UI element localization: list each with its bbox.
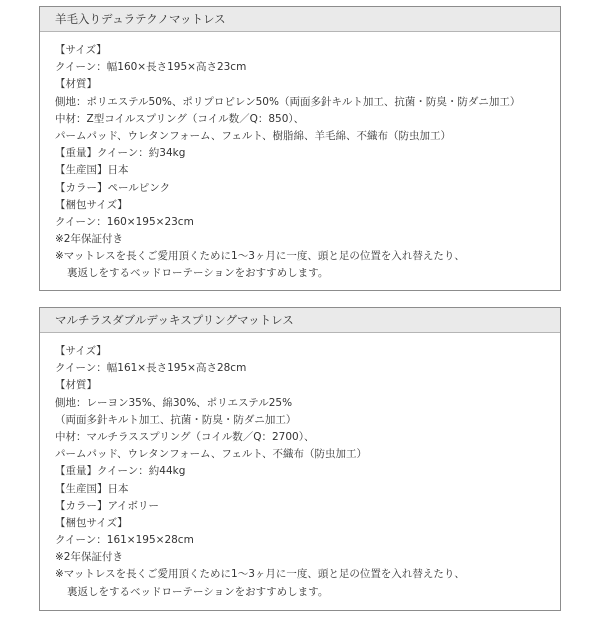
spec-line: ※マットレスを長くご愛用頂くために1～3ヶ月に一度、頭と足の位置を入れ替えたり、 [55, 568, 465, 581]
spec-line: 【梱包サイズ】 [55, 198, 128, 211]
spec-line: 裏返しをするベッドローテーションをおすすめします。 [67, 267, 329, 280]
panel-title: 羊毛入りデュラテクノマットレス [40, 7, 560, 32]
spec-line: 【カラー】ペールピンク [55, 181, 171, 194]
spec-line: 【サイズ】 [55, 44, 107, 56]
spec-line: パームパッド、ウレタンフォーム、フェルト、不織布（防虫加工） [55, 448, 367, 461]
spec-line: クイーン：160×195×23cm [55, 215, 194, 228]
panel-title: マルチラスダブルデッキスプリングマットレス [40, 308, 560, 333]
spec-list [40, 32, 560, 283]
spec-line: 裏返しをするベッドローテーションをおすすめします。 [67, 585, 329, 598]
spec-line: 【サイズ】 [55, 345, 107, 357]
spec-line: 【生産国】日本 [55, 164, 129, 177]
spec-line: 【重量】クイーン：約44kg [55, 465, 186, 478]
product-spec-panel-duratechno [39, 6, 561, 291]
spec-line: 【カラー】アイボリー [55, 499, 160, 512]
spec-line: クイーン：161×195×28cm [55, 534, 194, 547]
spec-line: 側地：ポリエステル50%、ポリプロピレン50%（両面多針キルト加工、抗菌・防臭・防ダニ加工） [55, 95, 521, 108]
spec-line: ※2年保証付き [55, 551, 123, 564]
spec-line: 【材質】 [55, 379, 97, 392]
spec-line: パームパッド、ウレタンフォーム、フェルト、樹脂綿、羊毛綿、不織布（防虫加工） [55, 129, 451, 142]
spec-line: 【重量】クイーン：約34kg [55, 147, 186, 160]
spec-line: 中材：Z型コイルスプリング（コイル数／Q：850）、 [55, 112, 305, 125]
spec-line: ※マットレスを長くご愛用頂くために1～3ヶ月に一度、頭と足の位置を入れ替えたり、 [55, 250, 465, 263]
spec-line: 側地：レーヨン35%、綿30%、ポリエステル25% [55, 396, 293, 409]
spec-line: 【材質】 [55, 78, 97, 91]
spec-line: クイーン：幅160×長さ195×高さ23cm [55, 61, 247, 74]
spec-line: ※2年保証付き [55, 233, 123, 246]
spec-line: 【生産国】日本 [55, 482, 129, 495]
product-spec-panel-multilath [39, 307, 561, 611]
spec-line: （両面多針キルト加工、抗菌・防臭・防ダニ加工） [55, 413, 297, 426]
spec-line: 【梱包サイズ】 [55, 516, 128, 529]
spec-line: クイーン：幅161×長さ195×高さ28cm [55, 362, 247, 375]
spec-line: 中材：マルチラススプリング（コイル数／Q：2700）、 [55, 430, 315, 443]
spec-list [40, 333, 560, 601]
